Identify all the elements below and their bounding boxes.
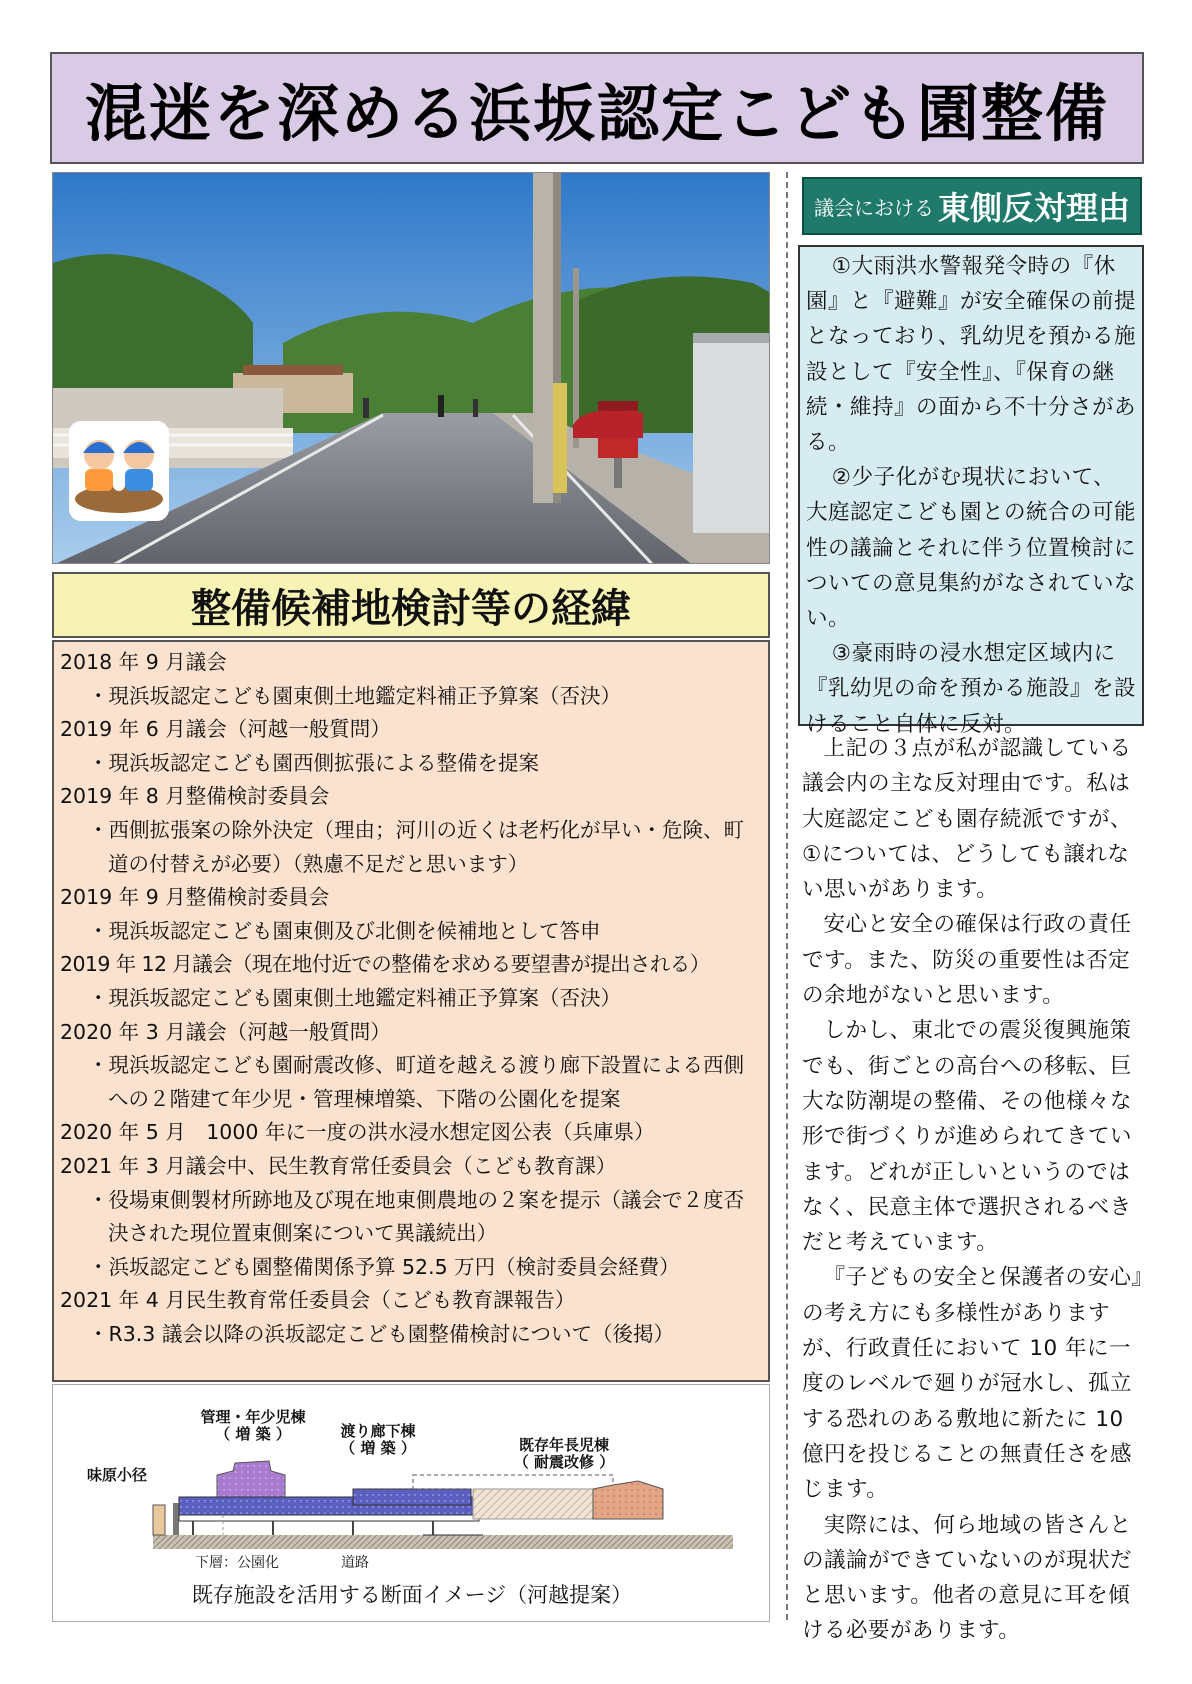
timeline-date: 2019 年 9 月整備検討委員会 [60, 885, 330, 910]
cross-section-diagram [52, 1384, 770, 1622]
label-lower-park: 下層：公園化 [195, 1555, 279, 1571]
opinion-text [802, 731, 1144, 1649]
label-road: 道路 [341, 1555, 369, 1571]
opinion-paragraph: 上記の３点が私が認識している議会内の主な反対理由です。私は大庭認定こども園存続派ですが、①については、どうしても譲れない思いがあります。 [802, 736, 1133, 903]
reasons-box [798, 245, 1144, 737]
reasons-heading-small: 議会における [813, 195, 934, 220]
timeline-date: 2020 年 3 月議会（河越一般質問） [60, 1019, 391, 1044]
street-photo-image [53, 173, 770, 564]
label-existing-line1: 既存年長児棟 [518, 1436, 609, 1454]
opinion-paragraph: しかし、東北での震災復興施策でも、街ごとの高台への移転、巨大な防潮堤の整備、その他様々な形で街づくりが進められてきています。どれが正しいというのではなく、民意主体で選択されるべきだと考えています。 [802, 1018, 1133, 1256]
reason-2: ②少子化がむ現状において、大庭認定こども園との統合の可能性の議論とそれに伴う位置検討についての意見集約がなされていない。 [806, 465, 1137, 632]
timeline-title: 整備候補地検討等の経緯 [191, 585, 631, 632]
timeline-item: ・現浜坂認定こども園東側土地鑑定料補正予算案（否決） [88, 683, 621, 708]
cross-section-drawing [53, 1385, 771, 1575]
reason-1: ①大雨洪水警報発令時の『休園』と『避難』が安全確保の前提となっており、乳幼児を預かる施設として『安全性』、『保育の継続・維持』の面から不十分さがある。 [806, 254, 1137, 456]
timeline-box [52, 640, 770, 1382]
column-divider [786, 172, 788, 1620]
timeline-date: 2019 年 8 月整備検討委員会 [60, 784, 330, 809]
timeline-date: 2020 年 5 月 1000 年に一度の洪水浸水想定図公表（兵庫県） [60, 1120, 655, 1145]
children-illustration [69, 421, 169, 521]
timeline-item: ・現浜坂認定こども園耐震改修、町道を越える渡り廊下設置による西側への２階建て年少児・管理棟増築、下階の公園化を提案 [88, 1053, 744, 1111]
timeline-item: ・現浜坂認定こども園西側拡張による整備を提案 [88, 750, 539, 775]
label-corridor-building [323, 1423, 433, 1457]
diagram-caption: 既存施設を活用する断面イメージ（河越提案） [191, 1583, 633, 1607]
timeline-date: 2021 年 4 月民生教育常任委員会（こども教育課報告） [60, 1288, 576, 1313]
timeline-date: 2019 年 12 月議会（現在地付近での整備を求める要望書が提出される） [60, 952, 710, 977]
label-management-line1: 管理・年少児棟 [200, 1408, 306, 1426]
opinion-paragraph: 『子どもの安全と保護者の安心』の考え方にも多様性がありますが、行政責任において 10 年に一度のレベルで廻りが冠水し、孤立する恐れのある敷地に新たに 10 億円を投じることの無責任さを感じます。 [802, 1265, 1143, 1503]
timeline-date: 2021 年 3 月議会中、民生教育常任委員会（こども教育課） [60, 1153, 617, 1178]
timeline-date: 2018 年 9 月議会 [60, 650, 227, 674]
timeline-item: ・役場東側製材所跡地及び現在地東側農地の２案を提示（議会で２度否決された現位置東側案について異議続出） [88, 1187, 744, 1246]
timeline-item: ・浜坂認定こども園整備関係予算 52.5 万円（検討委員会経費） [88, 1254, 680, 1279]
timeline-item: ・現浜坂認定こども園東側土地鑑定料補正予算案（否決） [88, 985, 621, 1010]
title-banner [50, 52, 1144, 164]
label-management-building [183, 1409, 323, 1443]
timeline-item: ・現浜坂認定こども園東側及び北側を候補地として答申 [88, 918, 601, 943]
label-management-line2: （ 増 築 ） [215, 1425, 291, 1443]
page-title: 混迷を深める浜坂認定こども園整備 [84, 76, 1109, 150]
opinion-paragraph: 安心と安全の確保は行政の責任です。また、防災の重要性は否定の余地がないと思います。 [802, 912, 1132, 1009]
timeline-heading [52, 572, 770, 638]
reasons-heading-large: 東側反対理由 [937, 189, 1130, 227]
label-existing-building [499, 1437, 629, 1471]
reasons-heading [802, 177, 1142, 235]
label-existing-line2: （ 耐震改修 ） [513, 1453, 615, 1471]
timeline-item: ・西側拡張案の除外決定（理由；河川の近くは老朽化が早い・危険、町道の付替えが必要）（熟慮不足だと思います） [88, 817, 744, 876]
label-river-path: 味原小径 [87, 1466, 148, 1484]
street-photo [52, 172, 770, 564]
timeline-date: 2019 年 6 月議会（河越一般質問） [60, 717, 391, 742]
reason-3: ③豪雨時の浸水想定区域内に『乳幼児の命を預かる施設』を設けること自体に反対。 [806, 641, 1137, 737]
label-corridor-line2: （ 増 築 ） [340, 1439, 416, 1457]
timeline-item: ・R3.3 議会以降の浜坂認定こども園整備検討について（後掲） [88, 1321, 674, 1346]
opinion-paragraph: 実際には、何ら地域の皆さんとの議論ができていないのが現状だと思います。他者の意見に耳を傾ける必要があります。 [802, 1512, 1133, 1644]
label-corridor-line1: 渡り廊下棟 [340, 1422, 416, 1440]
